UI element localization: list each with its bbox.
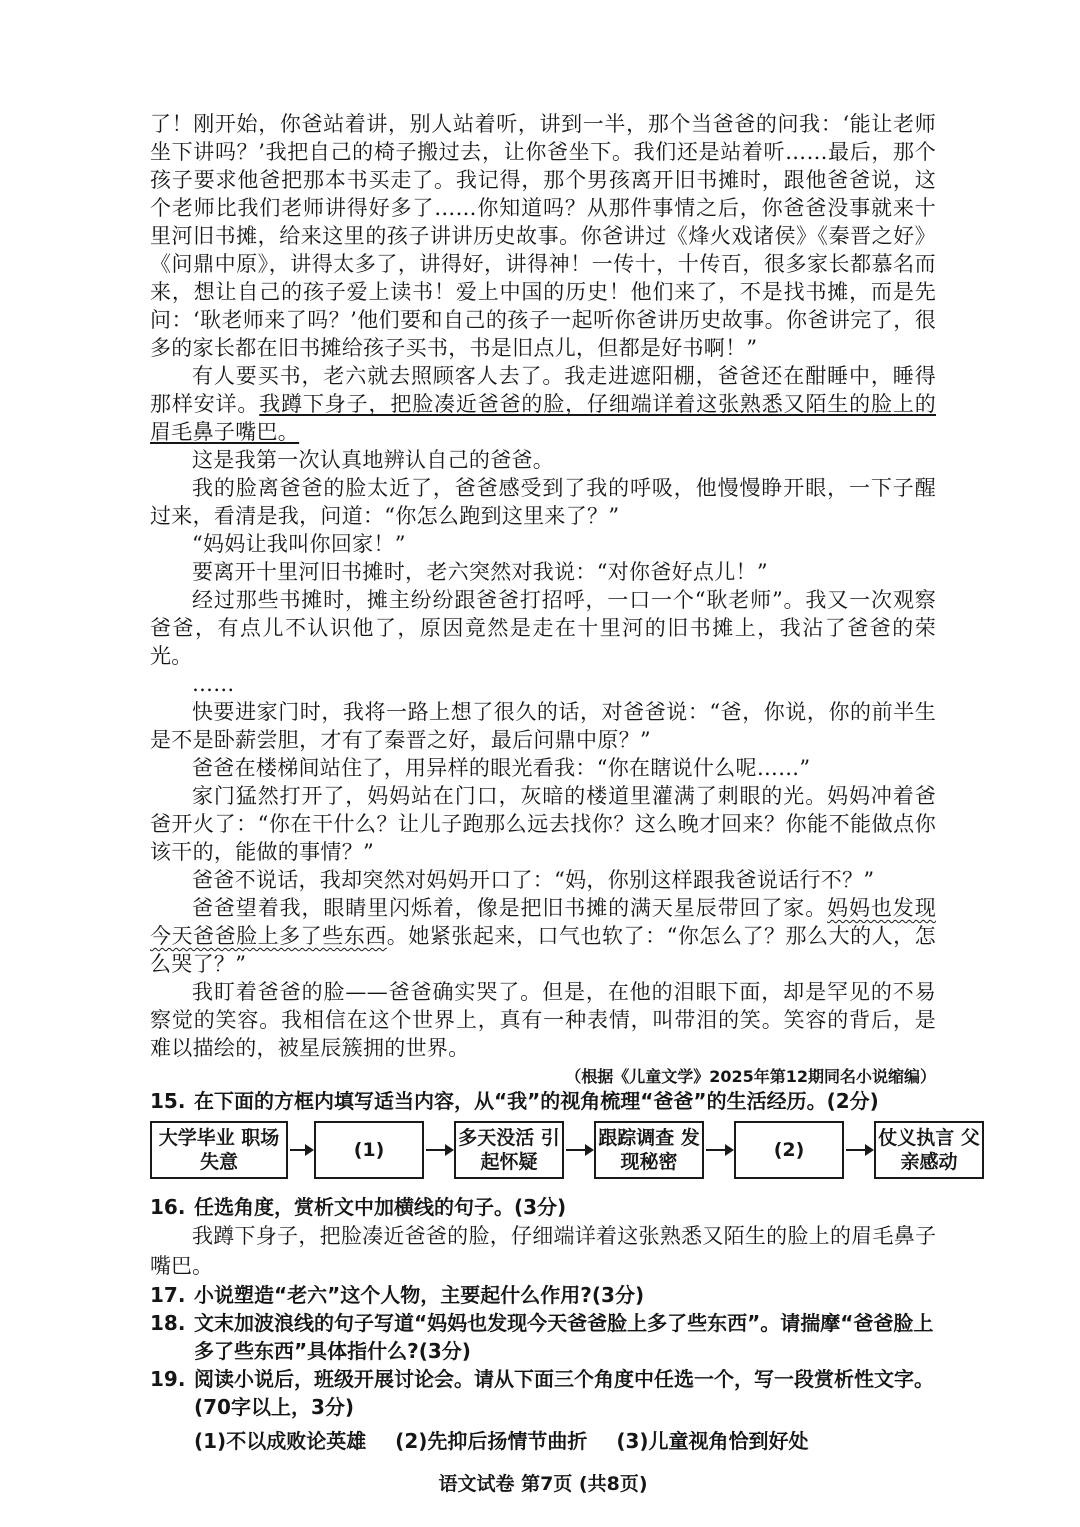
flow-box-1: 大学毕业 职场失意	[150, 1121, 288, 1179]
question-16-quote: 我蹲下身子，把脸凑近爸爸的脸，仔细端详着这张熟悉又陌生的脸上的眉毛鼻子嘴巴。	[150, 1224, 936, 1278]
page-footer: 语文试卷 第7页 (共8页)	[438, 1473, 648, 1495]
question-18	[150, 1309, 936, 1365]
arrow-icon	[566, 1149, 592, 1151]
story-ellipsis: ……	[192, 672, 235, 696]
flow-box-blank-1[interactable]: (1)	[314, 1121, 424, 1179]
story-paragraph-2	[150, 362, 936, 446]
flow-box-3: 多天没活 引起怀疑	[454, 1121, 564, 1179]
question-17	[150, 1281, 936, 1309]
story-paragraph-4: 我的脸离爸爸的脸太近了，爸爸感受到了我的呼吸，他慢慢睁开眼，一下子醒过来，看清是我，问道：“你怎么跑到这里来了？”	[150, 476, 936, 528]
question-16	[150, 1193, 936, 1221]
story-source: （根据《儿童文学》2025年第12期同名小说缩编）	[565, 1067, 936, 1086]
question-19-options	[194, 1427, 936, 1455]
question-15	[150, 1087, 936, 1115]
question-text: 在下面的方框内填写适当内容，从“我”的视角梳理“爸爸”的生活经历。(2分)	[194, 1089, 879, 1113]
story-paragraph-12: 爸爸不说话，我却突然对妈妈开口了：“妈，你别这样跟我爸说话行不？”	[192, 868, 875, 892]
question-number: 17.	[150, 1283, 186, 1307]
story-paragraph-10: 爸爸在楼梯间站住了，用异样的眼光看我：“你在瞎说什么呢……”	[192, 756, 811, 780]
wavy-underlined-sentence: 妈妈也发现今天爸爸脸上多了些东西	[150, 896, 937, 948]
option-1: (1)不以成败论英雄	[194, 1429, 367, 1453]
story-paragraph-1: 了！刚开始，你爸站着讲，别人站着听，讲到一半，那个当爸爸的问我：‘能让老师坐下讲吗？’我把自己的椅子搬过去，让你爸坐下。我们还是站着听……最后，那个孩子要求他爸把那本书买走了。我记得，那个男孩离开旧书摊时，跟他爸爸说，这个老师比我们老师讲得好多了……你知道吗？从那件事情之后，你爸爸没事就来十里河旧书摊，给来这里的孩子讲讲历史故事。你爸讲过《烽火戏诸侯》《秦晋之好》《问鼎中原》，讲得太多了，讲得好，讲得神！一传十，十传百，很多家长都慕名而来，想让自己的孩子爱上读书！爱上中国的历史！他们来了，不是找书摊，而是先问：‘耿老师来了吗？’他们要和自己的孩子一起听你爸讲历史故事。你爸讲完了，很多的家长都在旧书摊给孩子买书，书是旧点儿，但都是好书啊！”	[150, 112, 936, 360]
story-paragraph-13	[150, 894, 936, 978]
question-number: 19.	[150, 1367, 186, 1391]
question-number: 15.	[150, 1089, 186, 1113]
question-text: 任选角度，赏析文中加横线的句子。(3分)	[194, 1195, 567, 1219]
question-19	[150, 1365, 936, 1421]
flow-box-6: 仗义执言 父亲感动	[874, 1121, 984, 1179]
story-paragraph-6: 要离开十里河旧书摊时，老六突然对我说：“对你爸好点儿！”	[192, 560, 768, 584]
question-text: 阅读小说后，班级开展讨论会。请从下面三个角度中任选一个，写一段赏析性文字。(70字以上，3分)	[194, 1367, 934, 1419]
question-text: 小说塑造“老六”这个人物，主要起什么作用?(3分)	[194, 1283, 645, 1307]
story-paragraph-11: 家门猛然打开了，妈妈站在门口，灰暗的楼道里灌满了刺眼的光。妈妈冲着爸爸开火了：“你在干什么？让儿子跑那么远去找你？这么晚才回来？你能不能做点你该干的，能做的事情？”	[150, 784, 936, 864]
option-3: (3)儿童视角恰到好处	[616, 1429, 809, 1453]
paragraph-2-text: 有人要买书，老六就去照顾客人去了。我走进遮阳棚，爸爸还在酣睡中，睡得那样安详。	[150, 364, 936, 416]
flow-box-blank-2[interactable]: (2)	[734, 1121, 844, 1179]
paragraph-13-text: 爸爸望着我，眼睛里闪烁着，像是把旧书摊的满天星辰带回了家。	[192, 896, 828, 920]
story-paragraph-14: 我盯着爸爸的脸——爸爸确实哭了。但是，在他的泪眼下面，却是罕见的不易察觉的笑容。我相信在这个世界上，真有一种表情，叫带泪的笑。笑容的背后，是难以描绘的，被星辰簇拥的世界。	[150, 980, 936, 1060]
story-paragraph-5: “妈妈让我叫你回家！”	[192, 532, 406, 556]
question-number: 16.	[150, 1195, 186, 1219]
question-text: 文末加波浪线的句子写道“妈妈也发现今天爸爸脸上多了些东西”。请揣摩“爸爸脸上多了些东西”具体指什么?(3分)	[194, 1311, 934, 1363]
story-text	[150, 110, 980, 1496]
flowchart	[150, 1121, 980, 1187]
flow-box-4: 跟踪调查 发现秘密	[594, 1121, 704, 1179]
question-number: 18.	[150, 1311, 186, 1335]
story-paragraph-7: 经过那些书摊时，摊主纷纷跟爸爸打招呼，一口一个“耿老师”。我又一次观察爸爸，有点儿不认识他了，原因竟然是走在十里河的旧书摊上，我沾了爸爸的荣光。	[150, 588, 936, 668]
underlined-sentence: 我蹲下身子，把脸凑近爸爸的脸，仔细端详着这张熟悉又陌生的脸上的眉毛鼻子嘴巴。	[150, 392, 937, 444]
story-paragraph-9: 快要进家门时，我将一路上想了很久的话，对爸爸说：“爸，你说，你的前半生是不是卧薪尝胆，才有了秦晋之好，最后问鼎中原？”	[150, 700, 936, 752]
arrow-icon	[706, 1149, 732, 1151]
arrow-icon	[290, 1149, 312, 1151]
arrow-icon	[846, 1149, 872, 1151]
paragraph-13-text-end: 。她紧张起来，口气也软了：“你怎么了？那么大的人，怎么哭了？”	[150, 924, 936, 976]
option-2: (2)先抑后扬情节曲折	[395, 1429, 588, 1453]
arrow-icon	[426, 1149, 452, 1151]
story-paragraph-3: 这是我第一次认真地辨认自己的爸爸。	[192, 448, 555, 472]
